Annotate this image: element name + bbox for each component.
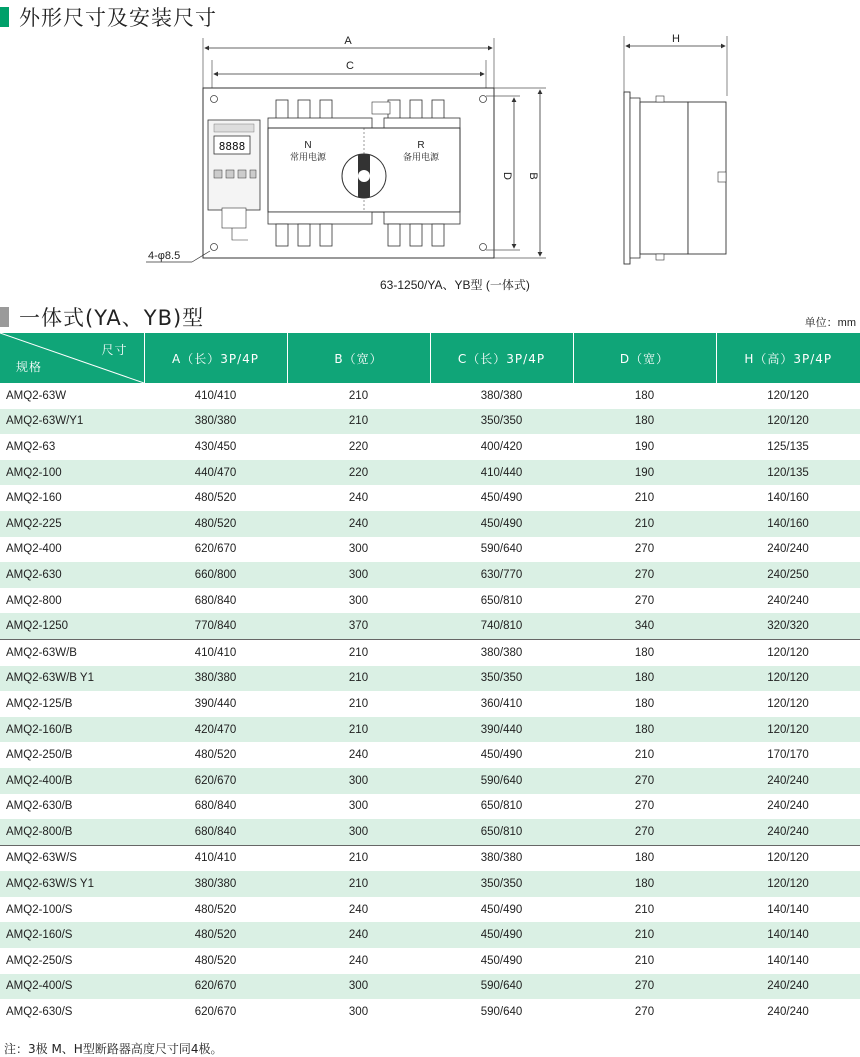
dim-h-label: H <box>672 33 680 45</box>
a-cell: 660/800 <box>144 562 287 588</box>
table-row <box>0 897 860 923</box>
h-cell: 240/240 <box>767 1006 809 1019</box>
b-cell: 300 <box>348 594 369 607</box>
h-cell: 140/160 <box>767 492 809 505</box>
table-row <box>0 588 860 614</box>
dim-a-label: A <box>344 35 352 47</box>
d-cell: 210 <box>634 492 655 505</box>
c-cell: 450/490 <box>480 492 523 505</box>
c-cell: 400/420 <box>480 440 523 453</box>
table-row <box>0 409 860 435</box>
table-row <box>0 666 860 692</box>
b-cell: 300 <box>348 543 369 556</box>
a-cell: 620/670 <box>144 974 287 1000</box>
model-cell: AMQ2-630 <box>0 562 144 588</box>
table-row <box>0 717 860 743</box>
a-cell: 480/520 <box>194 903 237 916</box>
header-corner <box>0 333 144 383</box>
c-cell: 450/490 <box>430 922 573 948</box>
footnote: 注：3极 M、H型断路器高度尺寸同4极。 <box>4 1042 223 1056</box>
model-cell: AMQ2-63W/S Y1 <box>0 871 144 897</box>
b-cell: 240 <box>348 492 369 505</box>
b-cell: 240 <box>287 922 430 948</box>
b-cell: 210 <box>287 666 430 692</box>
left-source-label: 常用电源 <box>289 152 327 162</box>
spec-table <box>0 333 860 1025</box>
table-row <box>0 460 860 486</box>
b-cell: 220 <box>348 440 369 453</box>
d-cell: 210 <box>634 749 655 762</box>
c-cell: 450/490 <box>430 511 573 537</box>
header-c: C（长）3P/4P <box>430 333 573 383</box>
h-cell: 170/170 <box>767 749 809 762</box>
section-title: 外形尺寸及安装尺寸 <box>19 6 217 30</box>
a-cell: 390/440 <box>194 697 237 710</box>
table-row <box>0 999 860 1025</box>
a-cell: 680/840 <box>194 800 237 813</box>
table-header-row <box>0 333 860 383</box>
c-cell: 650/810 <box>480 594 523 607</box>
dimension-drawing <box>0 28 860 298</box>
table-row <box>0 768 860 794</box>
b-cell: 210 <box>287 871 430 897</box>
b-cell: 240 <box>287 511 430 537</box>
b-cell: 210 <box>348 646 369 659</box>
a-cell: 480/520 <box>194 749 237 762</box>
model-cell: AMQ2-225 <box>0 511 144 537</box>
model-cell: AMQ2-63W/Y1 <box>0 409 144 435</box>
table-row <box>0 383 860 409</box>
side-view <box>624 33 727 264</box>
h-cell: 140/160 <box>716 511 860 537</box>
model-cell: AMQ2-100 <box>0 460 144 486</box>
model-cell: AMQ2-400/B <box>0 768 144 794</box>
table-row <box>0 871 860 897</box>
left-pole-label: N <box>304 140 312 151</box>
b-cell: 300 <box>348 1006 369 1019</box>
corner-bottom-label: 规格 <box>16 360 43 374</box>
b-cell: 370 <box>287 613 430 639</box>
c-cell: 590/640 <box>480 1006 523 1019</box>
c-cell: 350/350 <box>430 409 573 435</box>
model-cell: AMQ2-100/S <box>6 903 73 916</box>
h-cell: 140/140 <box>716 922 860 948</box>
a-cell: 380/380 <box>144 871 287 897</box>
a-cell: 420/470 <box>144 717 287 743</box>
section-heading-integrated <box>0 302 204 332</box>
h-cell: 120/135 <box>716 460 860 486</box>
b-cell: 240 <box>348 749 369 762</box>
c-cell: 350/350 <box>430 871 573 897</box>
right-source-label: 备用电源 <box>402 152 440 162</box>
hole-label: 4-φ8.5 <box>148 250 181 262</box>
model-cell: AMQ2-160/S <box>0 922 144 948</box>
a-cell: 680/840 <box>144 819 287 845</box>
drawing-caption: 63-1250/YA、YB型 (一体式) <box>380 278 530 292</box>
header-b: B（宽） <box>287 333 430 383</box>
d-cell: 210 <box>573 511 716 537</box>
section-title: 一体式(YA、YB)型 <box>19 306 205 330</box>
model-cell: AMQ2-250/S <box>6 954 73 967</box>
d-cell: 340 <box>573 613 716 639</box>
h-cell: 140/140 <box>767 954 809 967</box>
unit-label: 单位：mm <box>804 317 856 329</box>
section-marker <box>0 7 9 27</box>
c-cell: 450/490 <box>480 954 523 967</box>
d-cell: 180 <box>634 697 655 710</box>
d-cell: 270 <box>573 819 716 845</box>
h-cell: 120/120 <box>767 852 809 865</box>
table-row <box>0 613 860 639</box>
display-digits: 8888 <box>218 140 246 153</box>
table-row <box>0 922 860 948</box>
a-cell: 620/670 <box>144 768 287 794</box>
model-cell: AMQ2-400 <box>6 543 62 556</box>
h-cell: 120/120 <box>716 871 860 897</box>
corner-top-label: 尺寸 <box>101 343 128 357</box>
table-row <box>0 639 860 665</box>
d-cell: 270 <box>573 768 716 794</box>
a-cell: 480/520 <box>194 492 237 505</box>
c-cell: 350/350 <box>430 666 573 692</box>
model-cell: AMQ2-400/S <box>0 974 144 1000</box>
h-cell: 240/240 <box>767 594 809 607</box>
section-marker <box>0 307 9 327</box>
c-cell: 450/490 <box>480 903 523 916</box>
table-row <box>0 819 860 845</box>
table-row <box>0 434 860 460</box>
model-cell: AMQ2-63 <box>6 440 56 453</box>
header-a: A（长）3P/4P <box>144 333 287 383</box>
model-cell: AMQ2-800/B <box>0 819 144 845</box>
b-cell: 210 <box>348 697 369 710</box>
model-cell: AMQ2-63W <box>6 389 67 402</box>
b-cell: 240 <box>348 903 369 916</box>
h-cell: 120/120 <box>716 717 860 743</box>
b-cell: 300 <box>287 819 430 845</box>
d-cell: 180 <box>634 646 655 659</box>
model-cell: AMQ2-63W/B <box>6 646 77 659</box>
d-cell: 180 <box>634 852 655 865</box>
front-view <box>203 88 494 258</box>
b-cell: 300 <box>348 800 369 813</box>
h-cell: 120/120 <box>716 666 860 692</box>
a-cell: 770/840 <box>144 613 287 639</box>
d-cell: 180 <box>573 409 716 435</box>
d-cell: 180 <box>573 666 716 692</box>
h-cell: 140/140 <box>767 903 809 916</box>
a-cell: 680/840 <box>194 594 237 607</box>
c-cell: 740/810 <box>430 613 573 639</box>
d-cell: 270 <box>634 1006 655 1019</box>
h-cell: 120/120 <box>767 697 809 710</box>
model-cell: AMQ2-250/B <box>6 749 73 762</box>
c-cell: 450/490 <box>480 749 523 762</box>
table-row <box>0 511 860 537</box>
c-cell: 590/640 <box>480 543 523 556</box>
c-cell: 390/440 <box>430 717 573 743</box>
d-cell: 210 <box>573 922 716 948</box>
table-row <box>0 974 860 1000</box>
c-cell: 360/410 <box>480 697 523 710</box>
b-cell: 210 <box>287 409 430 435</box>
h-cell: 240/240 <box>716 974 860 1000</box>
a-cell: 480/520 <box>194 954 237 967</box>
c-cell: 590/640 <box>430 768 573 794</box>
d-cell: 210 <box>634 954 655 967</box>
d-cell: 270 <box>634 594 655 607</box>
table-row <box>0 742 860 768</box>
c-cell: 380/380 <box>480 852 523 865</box>
d-cell: 270 <box>573 974 716 1000</box>
a-cell: 410/410 <box>194 852 237 865</box>
header-h: H（高）3P/4P <box>716 333 860 383</box>
d-cell: 210 <box>634 903 655 916</box>
d-cell: 180 <box>573 717 716 743</box>
c-cell: 410/440 <box>430 460 573 486</box>
model-cell: AMQ2-630/B <box>6 800 73 813</box>
c-cell: 590/640 <box>430 974 573 1000</box>
a-cell: 620/670 <box>194 1006 237 1019</box>
hole-callout <box>146 250 210 262</box>
table-row <box>0 537 860 563</box>
table-row <box>0 948 860 974</box>
a-cell: 620/670 <box>194 543 237 556</box>
h-cell: 240/240 <box>716 768 860 794</box>
h-cell: 120/120 <box>716 409 860 435</box>
c-cell: 630/770 <box>430 562 573 588</box>
c-cell: 380/380 <box>480 389 523 402</box>
a-cell: 440/470 <box>144 460 287 486</box>
b-cell: 300 <box>287 768 430 794</box>
h-cell: 320/320 <box>716 613 860 639</box>
c-cell: 650/810 <box>480 800 523 813</box>
d-cell: 270 <box>573 562 716 588</box>
h-cell: 240/250 <box>716 562 860 588</box>
b-cell: 300 <box>287 562 430 588</box>
a-cell: 410/410 <box>194 389 237 402</box>
a-cell: 480/520 <box>144 511 287 537</box>
model-cell: AMQ2-1250 <box>0 613 144 639</box>
model-cell: AMQ2-63W/S <box>6 852 77 865</box>
table-row <box>0 562 860 588</box>
model-cell: AMQ2-125/B <box>6 697 73 710</box>
model-cell: AMQ2-160/B <box>0 717 144 743</box>
model-cell: AMQ2-630/S <box>6 1006 73 1019</box>
a-cell: 480/520 <box>144 922 287 948</box>
model-cell: AMQ2-160 <box>6 492 62 505</box>
h-cell: 240/240 <box>767 543 809 556</box>
dim-d-label: D <box>501 172 513 180</box>
d-cell: 270 <box>634 543 655 556</box>
table-row <box>0 485 860 511</box>
b-cell: 210 <box>348 852 369 865</box>
dim-b-label: B <box>527 172 539 180</box>
a-cell: 380/380 <box>144 409 287 435</box>
right-pole-label: R <box>417 140 425 151</box>
h-cell: 240/240 <box>716 819 860 845</box>
b-cell: 240 <box>348 954 369 967</box>
model-cell: AMQ2-800 <box>6 594 62 607</box>
c-cell: 380/380 <box>480 646 523 659</box>
h-cell: 120/120 <box>767 646 809 659</box>
table-row <box>0 845 860 871</box>
d-cell: 270 <box>634 800 655 813</box>
a-cell: 410/410 <box>194 646 237 659</box>
b-cell: 300 <box>287 974 430 1000</box>
table-row <box>0 794 860 820</box>
c-cell: 650/810 <box>430 819 573 845</box>
h-cell: 125/135 <box>767 440 809 453</box>
b-cell: 220 <box>287 460 430 486</box>
a-cell: 430/450 <box>194 440 237 453</box>
h-cell: 240/240 <box>767 800 809 813</box>
dim-c-label: C <box>346 60 354 72</box>
h-cell: 120/120 <box>767 389 809 402</box>
header-d: D（宽） <box>573 333 716 383</box>
table-row <box>0 691 860 717</box>
d-cell: 190 <box>573 460 716 486</box>
b-cell: 210 <box>287 717 430 743</box>
d-cell: 180 <box>634 389 655 402</box>
model-cell: AMQ2-63W/B Y1 <box>0 666 144 692</box>
a-cell: 380/380 <box>144 666 287 692</box>
d-cell: 190 <box>634 440 655 453</box>
d-cell: 180 <box>573 871 716 897</box>
b-cell: 210 <box>348 389 369 402</box>
